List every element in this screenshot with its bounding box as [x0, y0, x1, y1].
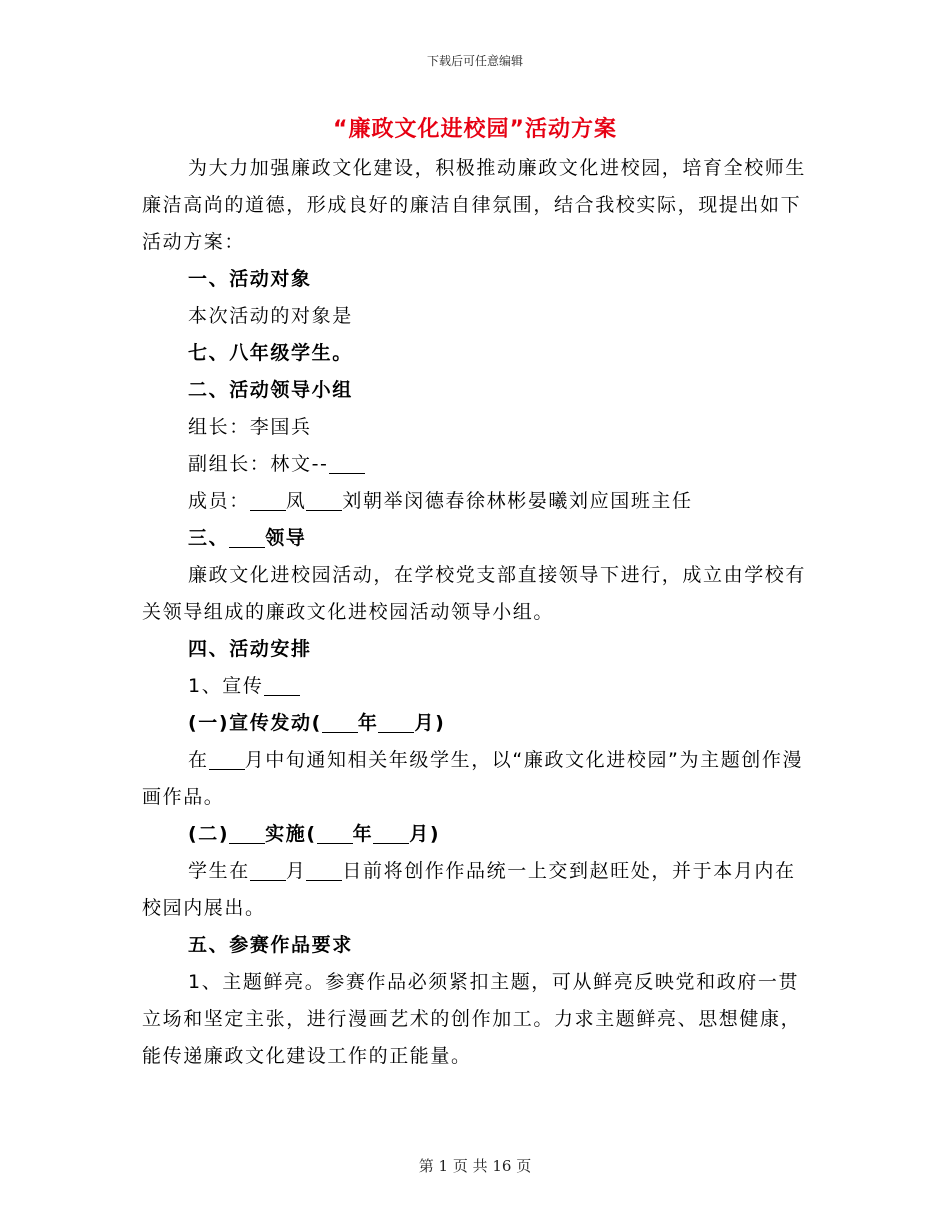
blank-field — [209, 747, 245, 770]
item-1 — [142, 668, 808, 705]
section-3-text: 廉政文化进校园活动，在学校党支部直接领导下进行，成立由学校有关领导组成的廉政文化进校园活动领导小组。 — [142, 564, 807, 623]
blank-field — [229, 525, 265, 548]
blank-field — [306, 488, 342, 511]
members-list: 刘朝举闵德春徐林彬晏曦刘应国班主任 — [342, 490, 693, 512]
month-label: 月) — [409, 823, 441, 845]
section-3-number: 三、 — [188, 527, 230, 549]
intro-paragraph: 为大力加强廉政文化建设，积极推动廉政文化进校园，培育全校师生廉洁高尚的道德，形成良好的廉洁自律氛围，结合我校实际，现提出如下活动方案： — [142, 157, 807, 253]
section-heading-5: 五、参赛作品要求 — [188, 934, 353, 956]
blank-field — [373, 821, 409, 844]
document-title: “廉政文化进校园”活动方案 — [333, 117, 617, 142]
text-part: 在 — [188, 749, 209, 771]
text-part: 月中旬通知相关年级学生，以“廉政文化进校园”为主题创作漫画作品。 — [142, 749, 804, 808]
blank-field — [378, 710, 414, 733]
text-part: 学生在 — [188, 860, 250, 882]
subsection-1-title: (一)宣传发动( — [188, 712, 322, 734]
vice-leader-text: 副组长：林文-- — [188, 453, 329, 475]
month-label: 月) — [414, 712, 446, 734]
members-name: 凤 — [285, 490, 307, 512]
subsection-1-text — [142, 742, 808, 816]
blank-field — [329, 451, 365, 474]
blank-field — [322, 710, 358, 733]
blank-field — [317, 821, 353, 844]
item-1-text: 1、宣传 — [188, 675, 264, 697]
page-header: 下载后可任意编辑 — [426, 54, 523, 68]
requirement-1: 1、主题鲜亮。参赛作品必须紧扣主题，可从鲜亮反映党和政府一贯立场和坚定主张，进行漫画艺术的创作加工。力求主题鲜亮、思想健康，能传递廉政文化建设工作的正能量。 — [142, 971, 802, 1067]
vice-leader-line — [142, 446, 808, 483]
document-body — [142, 150, 808, 1075]
members-label: 成员： — [188, 490, 250, 512]
text-part: 月 — [285, 860, 307, 882]
section-1-text: 本次活动的对象是 — [188, 305, 353, 327]
members-line — [142, 483, 808, 520]
page-footer: 第 1 页 共 16 页 — [418, 1157, 532, 1175]
subsection-2-text — [142, 853, 808, 927]
section-heading-3 — [142, 520, 808, 557]
subsection-2-title: 实施( — [265, 823, 317, 845]
subsection-2-number: (二) — [188, 823, 230, 845]
section-heading-1: 一、活动对象 — [188, 268, 312, 290]
section-3-title: 领导 — [265, 527, 307, 549]
blank-field — [250, 858, 286, 881]
leader-line: 组长：李国兵 — [188, 416, 312, 438]
year-label: 年 — [357, 712, 379, 734]
blank-field — [306, 858, 342, 881]
blank-field — [229, 821, 265, 844]
year-label: 年 — [352, 823, 374, 845]
section-heading-4: 四、活动安排 — [188, 638, 312, 660]
subsection-1 — [142, 705, 808, 742]
blank-field — [250, 488, 286, 511]
section-heading-2: 二、活动领导小组 — [188, 379, 353, 401]
text-part: 日前将创作作品统一上交到赵旺处，并于本月内在校园内展出。 — [142, 860, 796, 919]
section-1-target: 七、八年级学生。 — [188, 342, 353, 364]
blank-field — [264, 673, 300, 696]
subsection-2 — [142, 816, 808, 853]
